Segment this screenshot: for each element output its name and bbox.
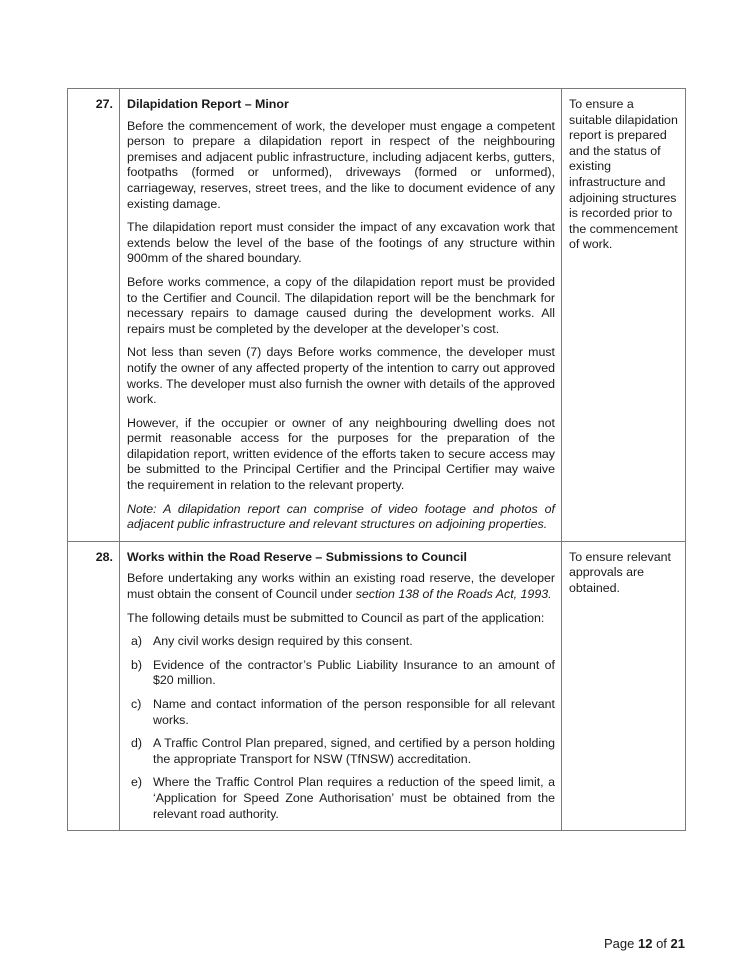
condition-paragraph: However, if the occupier or owner of any neighbouring dwelling does not permit reasonable access for the purposes for the preparation of the dilapidation report, written evidence of the efforts taken to secure access may be submitted to the Principal Certifier and the Principal Certifier may waive the requirement in relation to the relevant property. [127,415,555,493]
list-item-label: e) [131,775,143,790]
list-item [127,658,555,689]
list-item-text: A Traffic Control Plan prepared, signed, and certified by a person holding the appropriate Transport for NSW (TfNSW) accreditation. [153,736,555,766]
intro-text: Before undertaking any works within an existing road reserve, the developer must obtain the consent of Council under [127,571,555,602]
list-item-label: a) [131,634,143,649]
page-word: Page [603,936,635,951]
condition-paragraph: The following details must be submitted to Council as part of the application: [127,610,545,625]
list-item [127,775,555,822]
list-item [127,736,555,767]
condition-body [120,89,562,542]
condition-paragraph: Before the commencement of work, the developer must engage a competent person to prepare a dilapidation report in respect of the neighbouring premises and adjacent public infrastructure, including adjacent kerbs, gutters, footpaths (formed or unformed), driveways (formed or unformed), carriageway, reserves, street trees, and the like to document evidence of any existing damage. [127,118,555,211]
list-item-text: Evidence of the contractor’s Public Liability Insurance to an amount of $20 million. [153,657,555,688]
list-item-text: Any civil works design required by this consent. [153,634,413,649]
condition-row-28 [68,541,686,830]
condition-note: Note: A dilapidation report can comprise of video footage and photos of adjacent public infrastructure and relevant structures on adjoining properties. [127,501,555,532]
intro-legislation-reference: section 138 of the Roads Act, 1993. [355,587,552,602]
condition-row-27 [68,89,686,542]
condition-paragraph: Before works commence, a copy of the dilapidation report must be provided to the Certifier and Council. The dilapidation report will be the benchmark for necessary repairs to damage caused during the development works. All repairs must be completed by the developer at the developer’s cost. [127,274,555,336]
list-item [127,697,555,728]
of-word: of [656,936,667,951]
condition-number: 28. [68,541,120,830]
page-current: 12 [637,936,653,951]
condition-paragraph: Not less than seven (7) days Before works commence, the developer must notify the owner of any affected property of the intention to carry out approved works. The developer must also furnish the owner with details of the approved work. [127,345,555,407]
list-item-label: d) [131,736,143,751]
list-item-label: b) [131,657,143,672]
condition-paragraph [127,571,555,602]
list-item [127,634,555,650]
conditions-table [67,88,686,831]
conditions-table-container [67,88,685,831]
list-item-text: Where the Traffic Control Plan requires a reduction of the speed limit, a ‘Application for Speed Zone Authorisation’ must be obtained from the relevant road authority. [153,775,555,821]
condition-title: Works within the Road Reserve – Submissions to Council [127,549,467,564]
condition-body [120,541,562,830]
condition-number: 27. [68,89,120,542]
list-item-label: c) [131,697,142,711]
page-footer [604,936,685,951]
page-total: 21 [670,936,685,951]
condition-paragraph: The dilapidation report must consider the impact of any excavation work that extends below the level of the base of the footings of any structure within 900mm of the shared boundary. [127,220,555,266]
list-item-text: Name and contact information of the person responsible for all relevant works. [153,697,555,727]
condition-reason: To ensure a suitable dilapidation report is prepared and the status of existing infrastructure and adjoining structures is recorded prior to the commencement of work. [562,89,686,542]
condition-title: Dilapidation Report – Minor [127,97,289,111]
condition-reason: To ensure relevant approvals are obtained. [562,541,686,830]
